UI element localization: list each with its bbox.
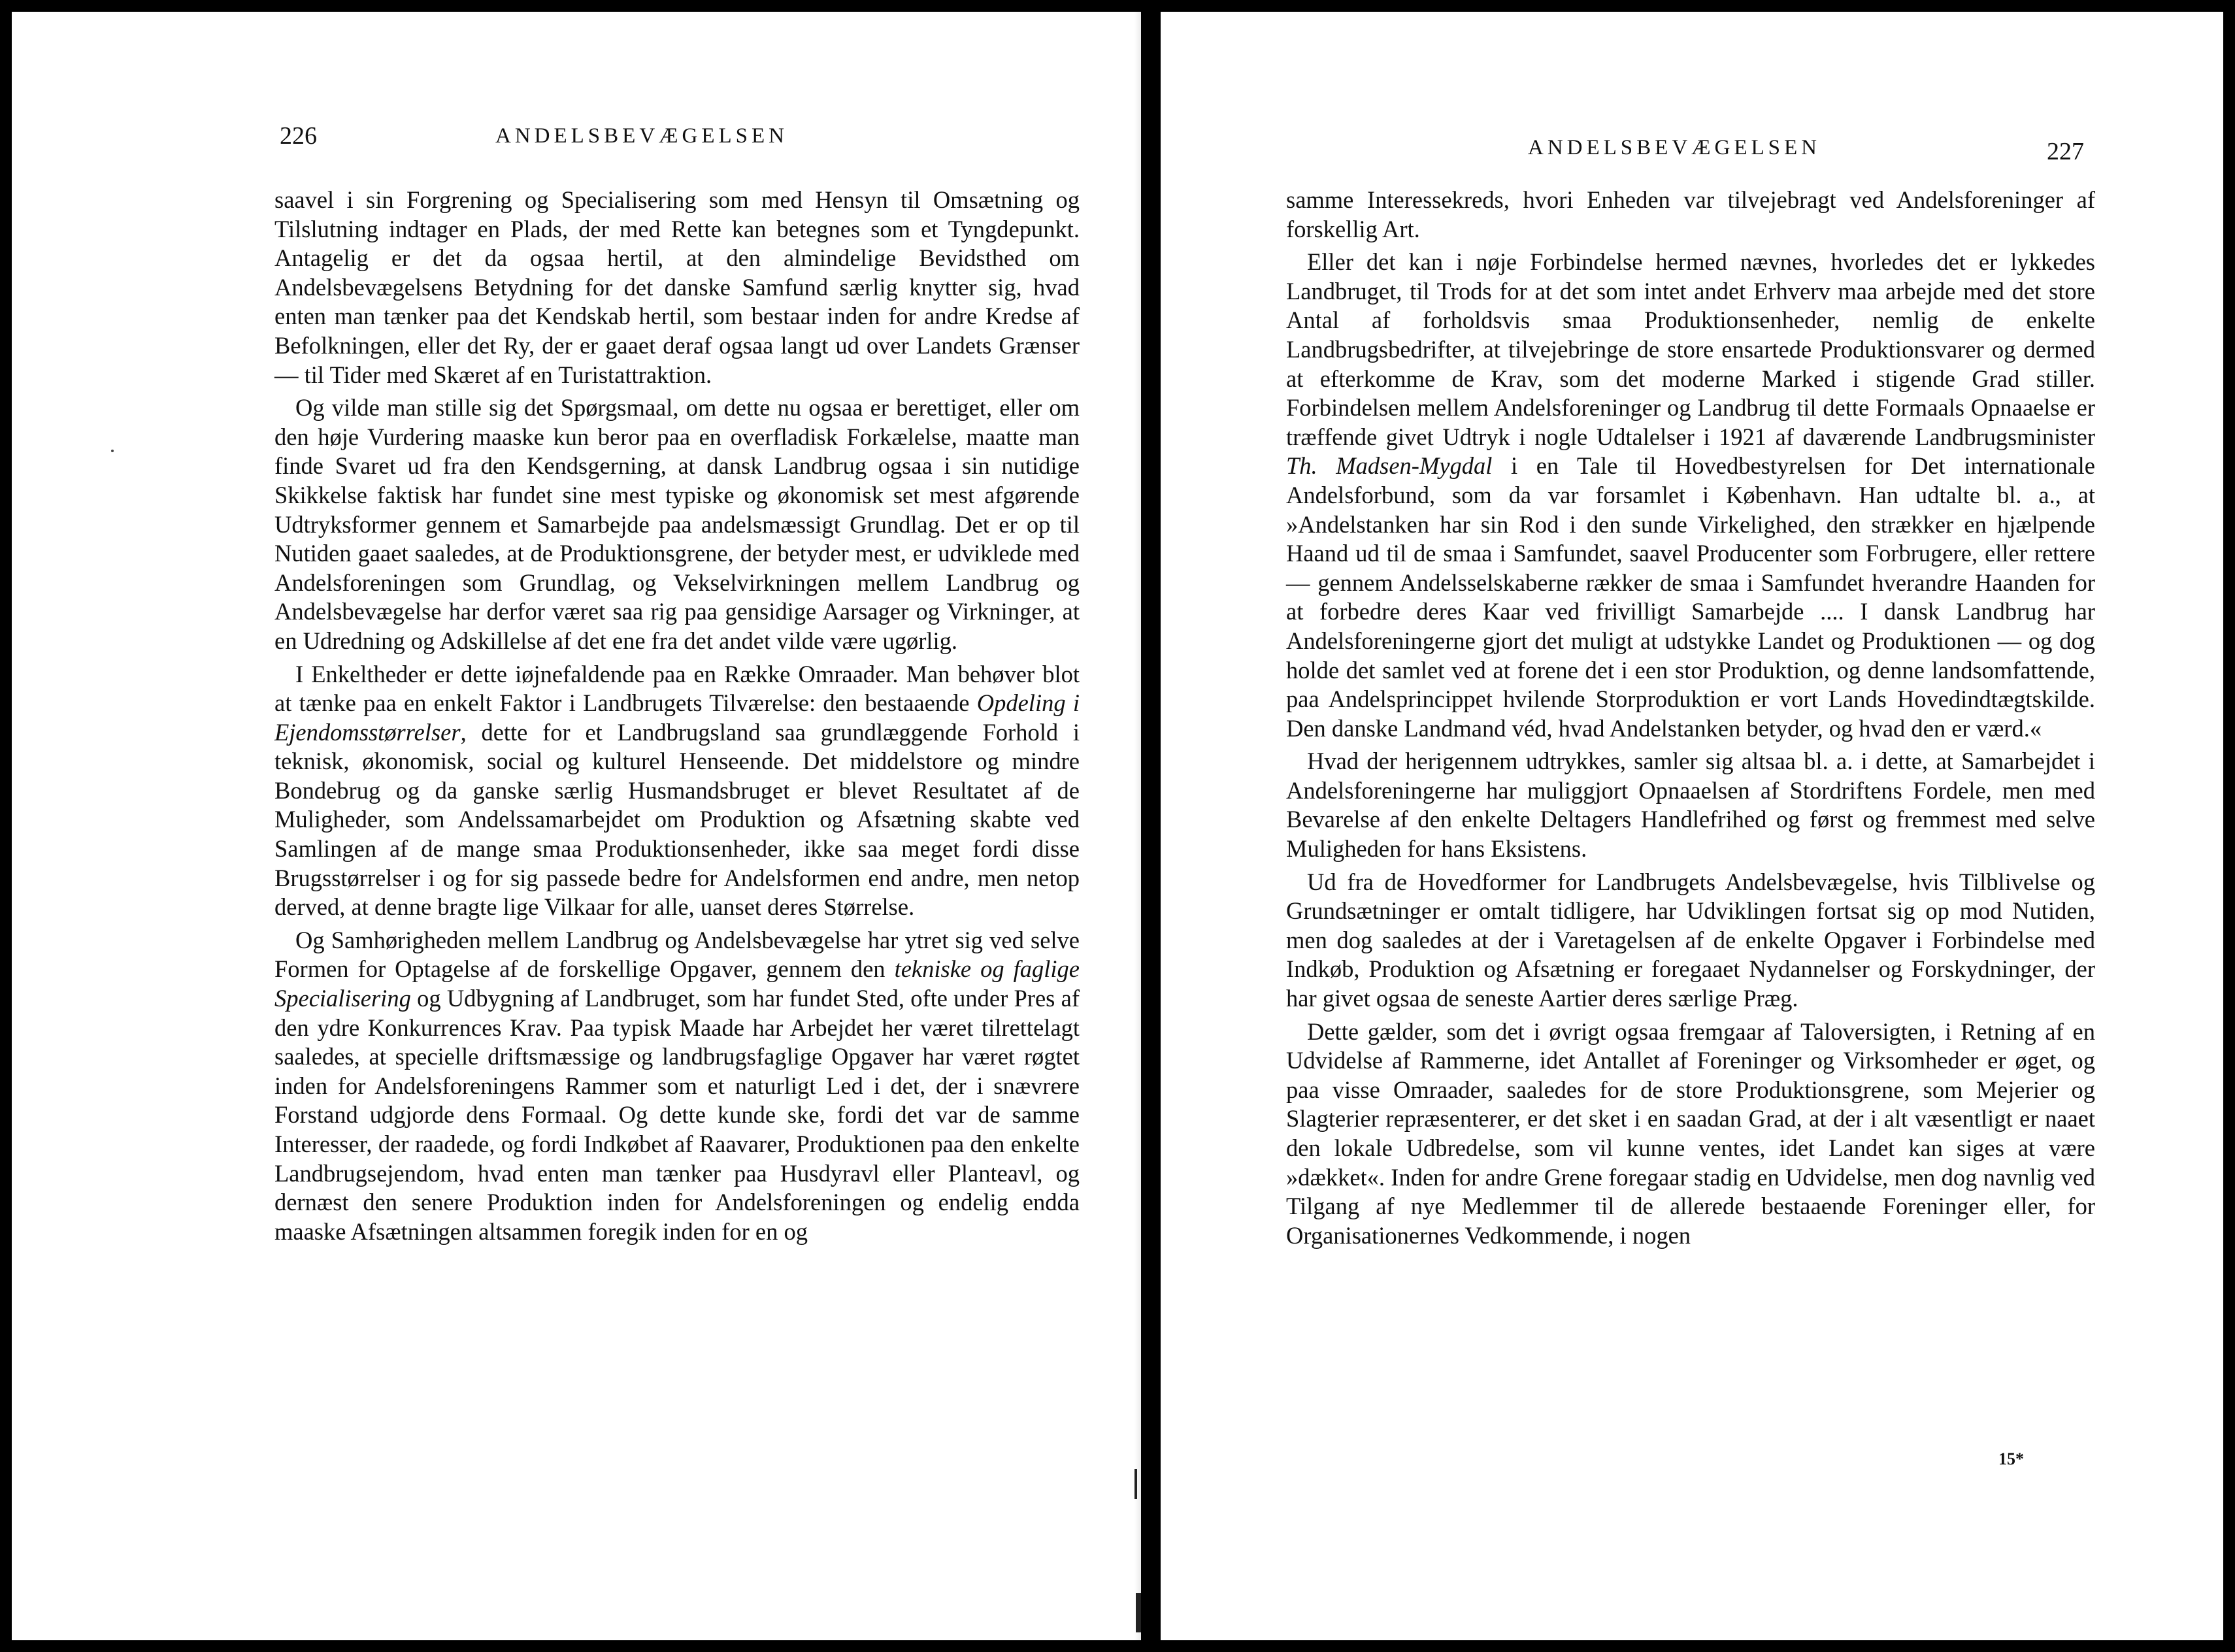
paragraph: Eller det kan i nøje Forbindelse hermed nævnes, hvorledes det er lykkedes Landbruget, til Trods for at det som intet andet Erhverv maa arbejde med det store Antal af forholdsvis smaa Produktionsenheder, nemlig de enkelte Landbrugsbedrifter, at tilvejebringe de store ensartede Produktionsvarer og dermed at efterkomme de Krav, som det moderne Marked i stigende Grad stiller. Forbindelsen mellem Andelsforeninger og Landbrug til dette Formaals Opnaaelse er træffende givet Udtryk i nogle Udtalelser i 1921 af daværende Landbrugsminister Th. Madsen-Mygdal i en Tale til Hovedbestyrelsen for Det internationale Andelsforbund, som da var forsamlet i København. Han udtalte bl. a., at »Andelstanken har sin Rod i den sunde Virkelighed, den strækker en hjælpende Haand ud til de smaa i Samfundet, saavel Producenter som Forbrugere, eller rettere — gennem Andelsselskaberne rækker de smaa i Samfundet hverandre Haanden for at forbedre deres Kaar ved frivilligt Samarbejde .... I dansk Landbrug har Andelsforeningerne gjort det muligt at udstykke Landet og Produktionen — og dog holde det samlet ved at forene det i een stor Produktion, og denne landsomfattende, paa Andelsprincippet hvilende Storproduktion er vort Lands Hovedindtægtskilde. Den danske Landmand véd, hvad Andelstanken betyder, og hvad den er værd.« — [1286, 248, 2095, 742]
paper-speck — [111, 450, 114, 452]
left-page — [12, 12, 1141, 1640]
italic-phrase: Opdeling i Ejendomsstørrelser — [274, 689, 1080, 746]
left-text-block — [274, 186, 1080, 1246]
page-number: 226 — [280, 122, 317, 150]
paragraph: samme Interessekreds, hvori Enheden var tilvejebragt ved Andelsforeninger af forskellig Art. — [1286, 186, 2095, 242]
paragraph: Og Samhørigheden mellem Landbrug og Andelsbevægelse har ytret sig ved selve Formen for Optagelse af de forskellige Opgaver, gennem den tekniske og faglige Specialisering og Udbygning af Landbruget, som har fundet Sted, ofte under Pres af den ydre Konkurrences Krav. Paa typisk Maade har Arbejdet her været tilrettelagt saaledes, at specielle driftsmæssige og landbrugsfaglige Opgaver har været røgtet inden for Andelsforeningens Rammer som et naturligt Led i det, der i snævrere Forstand udgjorde dens Formaal. Og dette kunde ske, fordi det var de samme Interesser, der raadede, og fordi Indkøbet af Raavarer, Produktionen paa den enkelte Landbrugsejendom, hvad enten man tænker paa Husdyravl eller Planteavl, og dernæst den senere Produktion inden for Andelsforeningen og endelig endda maaske Afsætningen altsammen foregik inden for en og — [274, 926, 1080, 1245]
gutter-shadow — [1134, 12, 1141, 1640]
italic-phrase: Th. Madsen-Mygdal — [1286, 452, 1493, 480]
italic-phrase: tekniske og faglige Specialisering — [274, 955, 1080, 1012]
page-number: 227 — [2047, 138, 2084, 165]
running-title: ANDELSBEVÆGELSEN — [495, 124, 788, 148]
signature-mark: 15* — [1998, 1449, 2024, 1468]
paragraph: saavel i sin Forgrening og Specialisering som med Hensyn til Omsætning og Tilslutning indtager en Plads, der med Rette kan betegnes som et Tyngdepunkt. Antagelig er det da ogsaa hertil, at den almindelige Bevidsthed om Andelsbevægelsens Betydning for det danske Samfund særlig knytter sig, hvad enten man tænker paa det Kendskab hertil, som bestaar inden for andre Kredse af Befolkningen, eller det Ry, der er gaaet deraf ogsaa langt ud over Landets Grænser — til Tider med Skæret af en Turistattraktion. — [274, 186, 1080, 388]
paragraph: Ud fra de Hovedformer for Landbrugets Andelsbevægelse, hvis Tilblivelse og Grundsætninger er omtalt tidligere, har Udviklingen fortsat sig op mod Nutiden, men dog saaledes at der i Varetagelsen af de enkelte Opgaver i Forbindelse med Indkøb, Produktion og Afsætning er foregaaet Nydannelser og Forskydninger, der har givet ogsaa de seneste Aartier deres særlige Præg. — [1286, 868, 2095, 1012]
paragraph: Dette gælder, som det i øvrigt ogsaa fremgaar af Taloversigten, i Retning af en Udvidelse af Rammerne, idet Antallet af Foreninger og Virksomheder er øget, og paa visse Omraader, saaledes for de store Produktionsgrene, som Mejerier og Slagterier repræsenterer, er det sket i en saadan Grad, at der i alt væsentligt er naaet den lokale Udbredelse, som vil kunne ventes, idet Landet kan siges at være »dækket«. Inden for andre Grene foregaar stadig en Udvidelse, men dog navnlig ved Tilgang af nye Medlemmer til de allerede bestaaende Foreninger eller, for Organisationernes Vedkommende, i nogen — [1286, 1017, 2095, 1249]
right-text-block — [1286, 186, 2095, 1250]
right-page — [1161, 12, 2223, 1640]
gutter-mark — [1136, 1593, 1141, 1632]
running-title: ANDELSBEVÆGELSEN — [1528, 136, 1821, 159]
gutter-mark — [1134, 1469, 1137, 1499]
paragraph: Og vilde man stille sig det Spørgsmaal, om dette nu ogsaa er berettiget, eller om den høje Vurdering maaske kun beror paa en overfladisk Forkælelse, maatte man finde Svaret ud fra den Kendsgerning, at dansk Landbrug ogsaa i sin nutidige Skikkelse faktisk har fundet sine mest typiske og økonomisk set mest afgørende Udtryksformer gennem et Samarbejde paa andelsmæssigt Grundlag. Det er op til Nutiden gaaet saaledes, at de Produktionsgrene, der betyder mest, er udviklede med Andelsforeningen som Grundlag, og Vekselvirkningen mellem Landbrug og Andelsbevægelse har derfor været saa rig paa gensidige Aarsager og Virkninger, at en Udredning og Adskillelse af det ene fra det andet vilde være ugørlig. — [274, 394, 1080, 654]
paragraph: Hvad der herigennem udtrykkes, samler sig altsaa bl. a. i dette, at Samarbejdet i Andelsforeningerne har muliggjort Opnaaelsen af Stordriftens Fordele, men med Bevarelse af den enkelte Deltagers Handlefrihed og først og fremmest med selve Muligheden for hans Eksistens. — [1286, 748, 2095, 863]
paragraph: I Enkeltheder er dette iøjnefaldende paa en Række Omraader. Man behøver blot at tænke paa en enkelt Faktor i Landbrugets Tilværelse: den bestaaende Opdeling i Ejendomsstørrelser, dette for et Landbrugsland saa grundlæggende Forhold i teknisk, økonomisk, social og kulturel Henseende. Det middelstore og mindre Bondebrug og da ganske særlig Husmandsbruget er blevet Resultatet af de Muligheder, som Andelssamarbejdet om Produktion og Afsætning skabte ved Samlingen af de mange smaa Produktionsenheder, ikke saa meget fordi disse Brugsstørrelser i og for sig passede bedre for Andelsformen end andre, men netop derved, at denne bragte lige Vilkaar for alle, uanset deres Størrelse. — [274, 660, 1080, 921]
